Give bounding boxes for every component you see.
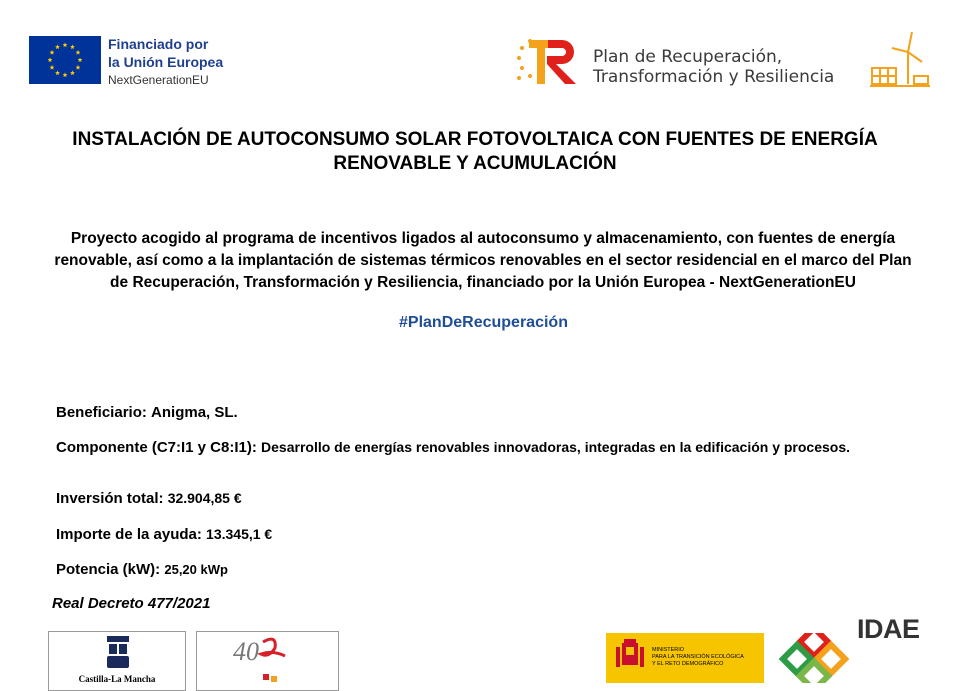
40-anniversary-icon — [197, 632, 340, 690]
eu-star — [55, 70, 60, 75]
prtr-logo-icon — [516, 36, 580, 86]
eu-star — [50, 50, 55, 55]
eu-star — [50, 65, 55, 70]
eu-star — [55, 44, 60, 49]
ministerio-logo — [606, 633, 764, 683]
prtr-line1: Plan de Recuperación, — [593, 47, 783, 67]
ministerio-name — [652, 647, 744, 668]
eu-line1: Financiado por — [108, 36, 209, 52]
beneficiario-value: Anigma, SL. — [151, 404, 238, 421]
eu-star — [78, 57, 83, 62]
field-inversion — [56, 490, 242, 507]
inversion-value: 32.904,85 € — [167, 490, 242, 506]
real-decreto: Real Decreto 477/2021 — [52, 595, 211, 612]
regional-logo — [196, 631, 339, 691]
ayuda-label: Importe de la ayuda: — [56, 526, 202, 543]
eu-line2: la Unión Europea — [108, 54, 224, 70]
eu-flag-icon — [29, 36, 101, 84]
potencia-value: 25,20 kWp — [164, 562, 228, 577]
castilla-la-mancha-crest-icon — [49, 632, 187, 672]
ayuda-value: 13.345,1 € — [206, 526, 273, 542]
potencia-label: Potencia (kW): — [56, 561, 161, 578]
eu-star — [70, 44, 75, 49]
eu-star — [76, 65, 81, 70]
wind-solar-icon — [868, 28, 932, 92]
document-title: INSTALACIÓN DE AUTOCONSUMO SOLAR FOTOVOLTAICA CON FUENTES DE ENERGÍA RENOVABLE Y ACUMULACIÓN — [72, 129, 878, 174]
eu-line3: NextGenerationEU — [108, 73, 209, 87]
ministerio-line1: MINISTERIO — [652, 647, 685, 653]
eu-funding-text — [108, 35, 223, 89]
prtr-title — [593, 47, 834, 87]
svg-text:40: 40 — [233, 637, 259, 666]
idae-logo-icon — [776, 633, 852, 683]
field-ayuda — [56, 526, 272, 543]
inversion-label: Inversión total: — [56, 490, 164, 507]
ministerio-line2: PARA LA TRANSICIÓN ECOLÓGICA — [652, 654, 744, 660]
eu-star — [63, 42, 68, 47]
eu-star — [76, 50, 81, 55]
spain-coat-of-arms-icon — [610, 633, 650, 683]
ministerio-line3: Y EL RETO DEMOGRÁFICO — [652, 661, 724, 667]
project-description: Proyecto acogido al programa de incentivos ligados al autoconsumo y almacenamiento, con fuentes de energía renovable, así como a la implantación de sistemas térmicos renovables en el sector residencial en el marco del Plan de Recuperación, Transformación y Resiliencia, financiado por la Unión Europea - NextGenerationEU — [54, 230, 912, 291]
prtr-line2: Transformación y Resiliencia — [593, 67, 835, 87]
field-potencia — [56, 561, 228, 578]
castilla-la-mancha-logo — [48, 631, 186, 691]
idae-name: IDAE — [857, 614, 920, 644]
componente-label: Componente (C7:I1 y C8:I1): — [56, 439, 257, 456]
eu-star — [48, 57, 53, 62]
field-componente — [56, 438, 896, 457]
hashtag: #PlanDeRecuperación — [399, 314, 568, 331]
field-beneficiario — [56, 404, 238, 421]
beneficiario-label: Beneficiario: — [56, 404, 147, 421]
componente-value: Desarrollo de energías renovables innovadoras, integradas en la edificación y procesos. — [261, 439, 851, 455]
eu-star — [63, 72, 68, 77]
clm-name: Castilla-La Mancha — [78, 674, 156, 684]
eu-star — [70, 70, 75, 75]
